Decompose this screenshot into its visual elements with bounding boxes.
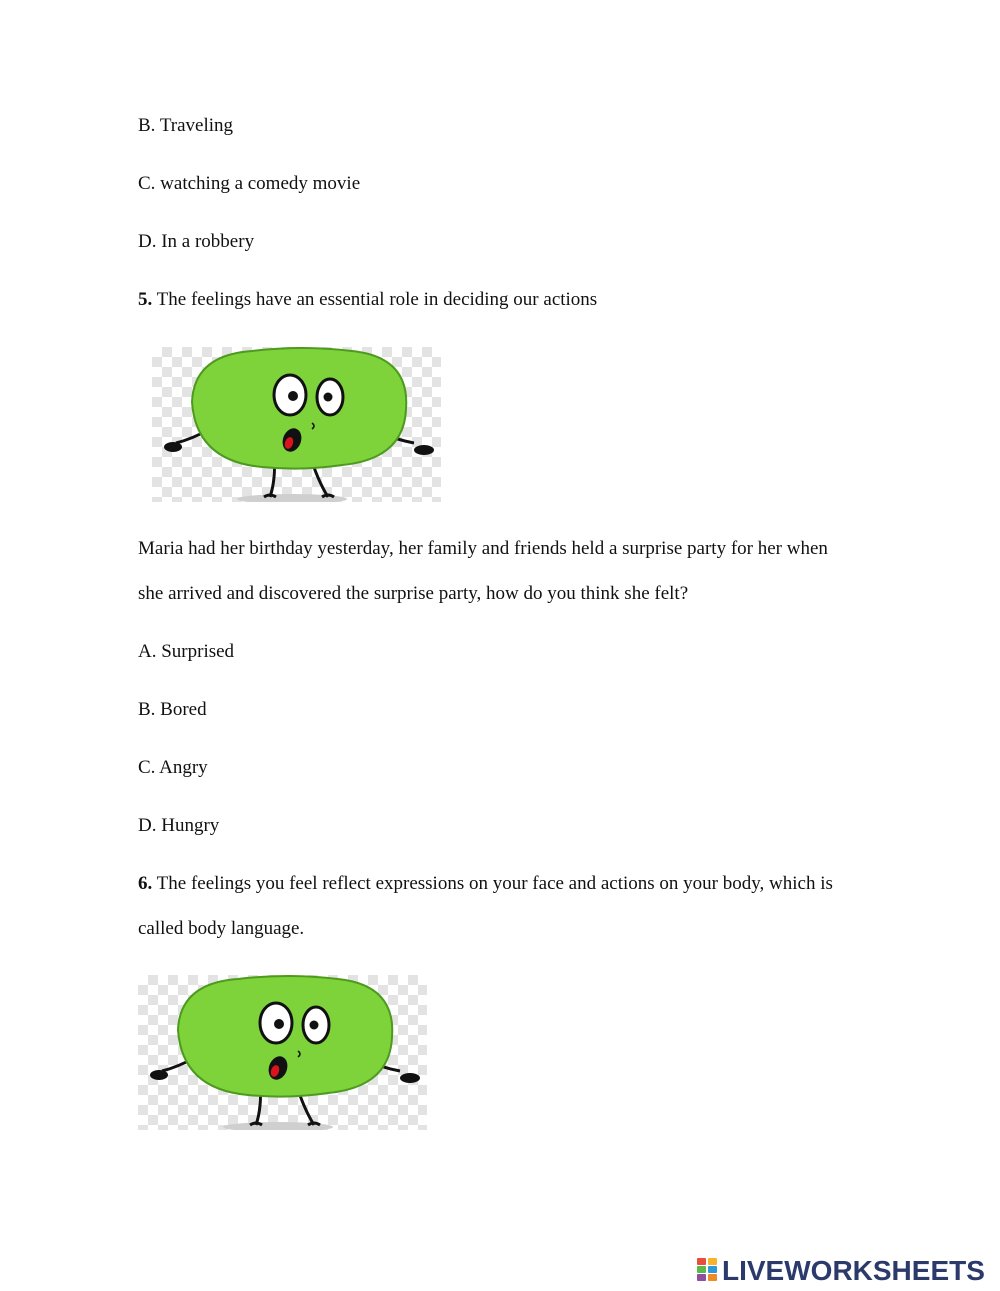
q5-option-c: C. Angry — [138, 757, 208, 778]
q4-option-d: D. In a robbery — [138, 231, 255, 252]
q6-line-1 — [138, 872, 833, 896]
q5-statement-text: The feelings have an essential role in deciding our actions — [152, 289, 598, 310]
q5-option-a: A. Surprised — [138, 641, 235, 662]
q5-option-d: D. Hungry — [138, 815, 220, 836]
q4-option-c: C. watching a comedy movie — [138, 173, 361, 194]
q6-number: 6. — [138, 873, 153, 894]
logo-blocks-icon — [697, 1258, 719, 1282]
q4-option-b: B. Traveling — [138, 115, 234, 136]
surprised-monster-illustration — [138, 975, 427, 1130]
logo-text: LIVEWORKSHEETS — [722, 1255, 985, 1286]
logo-block — [697, 1258, 706, 1265]
logo-block — [708, 1274, 717, 1281]
q5-number: 5. — [138, 289, 153, 310]
logo-block — [697, 1266, 706, 1273]
logo-block — [697, 1274, 706, 1281]
logo-block — [708, 1266, 717, 1273]
logo-block — [708, 1258, 717, 1265]
q5-option-b: B. Bored — [138, 699, 207, 720]
q5-story-line-1: Maria had her birthday yesterday, her family and friends held a surprise party for her when — [138, 538, 828, 559]
q5-story-line-2: she arrived and discovered the surprise party, how do you think she felt? — [138, 583, 689, 604]
q6-line-2: called body language. — [138, 918, 305, 939]
surprised-monster-image-1 — [152, 347, 441, 502]
q5-statement — [138, 288, 597, 312]
liveworksheets-logo — [697, 1255, 997, 1287]
surprised-monster-image-2 — [138, 975, 427, 1130]
q6-text: The feelings you feel reflect expressions on your face and actions on your body, which is — [152, 873, 833, 894]
surprised-monster-illustration — [152, 347, 441, 502]
